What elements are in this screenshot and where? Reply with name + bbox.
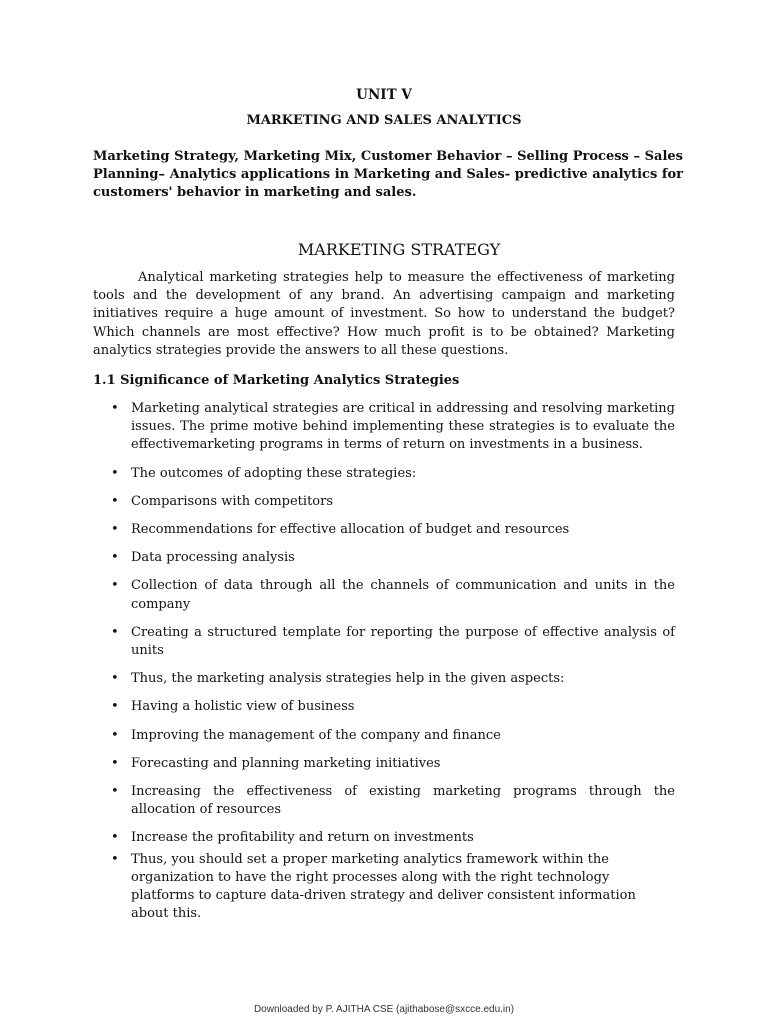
unit-number: UNIT V bbox=[356, 87, 412, 103]
list-item-text: Thus, the marketing analysis strategies help in the given aspects: bbox=[131, 671, 565, 687]
list-item bbox=[111, 465, 675, 483]
list-item bbox=[111, 670, 675, 688]
bullet-icon: • bbox=[111, 784, 119, 800]
list-item-text: Having a holistic view of business bbox=[131, 699, 355, 715]
bullet-icon: • bbox=[111, 522, 119, 538]
list-item-text: The outcomes of adopting these strategies: bbox=[131, 465, 417, 481]
bullet-icon: • bbox=[111, 671, 119, 687]
bullet-icon: • bbox=[111, 401, 119, 416]
unit-title: MARKETING AND SALES ANALYTICS bbox=[246, 113, 522, 128]
bullet-icon: • bbox=[111, 578, 119, 594]
list-item bbox=[111, 549, 675, 567]
bullet-icon: • bbox=[111, 727, 119, 743]
list-item-text: Thus, you should set a proper marketing analytics framework within the organization to have the right processes along with the right technology platforms to capture data-driven strategy and deliver consistent information about this. bbox=[131, 851, 636, 922]
list-item-text: Collection of data through all the channels of communication and units in the company bbox=[131, 578, 675, 612]
bullet-icon: • bbox=[111, 465, 119, 481]
subsection-heading: 1.1 Significance of Marketing Analytics Strategies bbox=[93, 373, 460, 388]
list-item-text: Marketing analytical strategies are critical in addressing and resolving marketing issues. The prime motive behind implementing these strategies is to evaluate the effectivemarketing programs in terms of return on investments in a business. bbox=[131, 401, 675, 453]
bullet-icon: • bbox=[111, 699, 119, 715]
list-item-text: Forecasting and planning marketing initiatives bbox=[131, 755, 441, 771]
list-item-text: Creating a structured template for reporting the purpose of effective analysis of units bbox=[131, 624, 675, 659]
list-item bbox=[111, 783, 675, 819]
list-item bbox=[111, 624, 675, 660]
list-item bbox=[111, 727, 675, 745]
list-item bbox=[111, 698, 675, 716]
bullet-icon: • bbox=[111, 851, 119, 867]
list-item-text: Comparisons with competitors bbox=[131, 493, 334, 509]
intro-paragraph: Analytical marketing strategies help to measure the effectiveness of marketing tools and the development of any brand. An advertising campaign and marketing initiatives require a huge amount of investment. So how to understand the budget? Which channels are most effective? How much profit is to be obtained? Marketing analytics strategies provide the answers to all these questions. bbox=[93, 270, 675, 358]
list-item bbox=[111, 493, 675, 511]
bullet-icon: • bbox=[111, 493, 119, 509]
bullet-icon: • bbox=[111, 830, 119, 846]
list-item bbox=[111, 400, 675, 455]
section-heading: MARKETING STRATEGY bbox=[297, 240, 501, 259]
bullet-icon: • bbox=[111, 624, 119, 640]
list-item-text: Data processing analysis bbox=[131, 550, 295, 566]
list-item bbox=[111, 829, 675, 847]
list-item bbox=[111, 577, 675, 613]
list-item-text: Recommendations for effective allocation of budget and resources bbox=[131, 522, 570, 538]
list-item bbox=[111, 521, 675, 539]
list-item bbox=[111, 755, 675, 773]
bullet-icon: • bbox=[111, 550, 119, 566]
list-item-text: Increasing the effectiveness of existing marketing programs through the allocation of resources bbox=[131, 784, 675, 818]
download-footer: Downloaded by P. AJITHA CSE (ajithabose@sxcce.edu.in) bbox=[253, 1004, 515, 1015]
list-item-text: Improving the management of the company and finance bbox=[131, 727, 501, 743]
list-item bbox=[111, 851, 675, 924]
bullet-icon: • bbox=[111, 755, 119, 771]
syllabus-topics: Marketing Strategy, Marketing Mix, Customer Behavior – Selling Process – Sales Planning– Analytics applications in Marketing and Sales- predictive analytics for customers' behavior in marketing and sales. bbox=[93, 149, 683, 200]
list-item-text: Increase the profitability and return on investments bbox=[131, 830, 474, 846]
significance-list bbox=[111, 400, 675, 933]
